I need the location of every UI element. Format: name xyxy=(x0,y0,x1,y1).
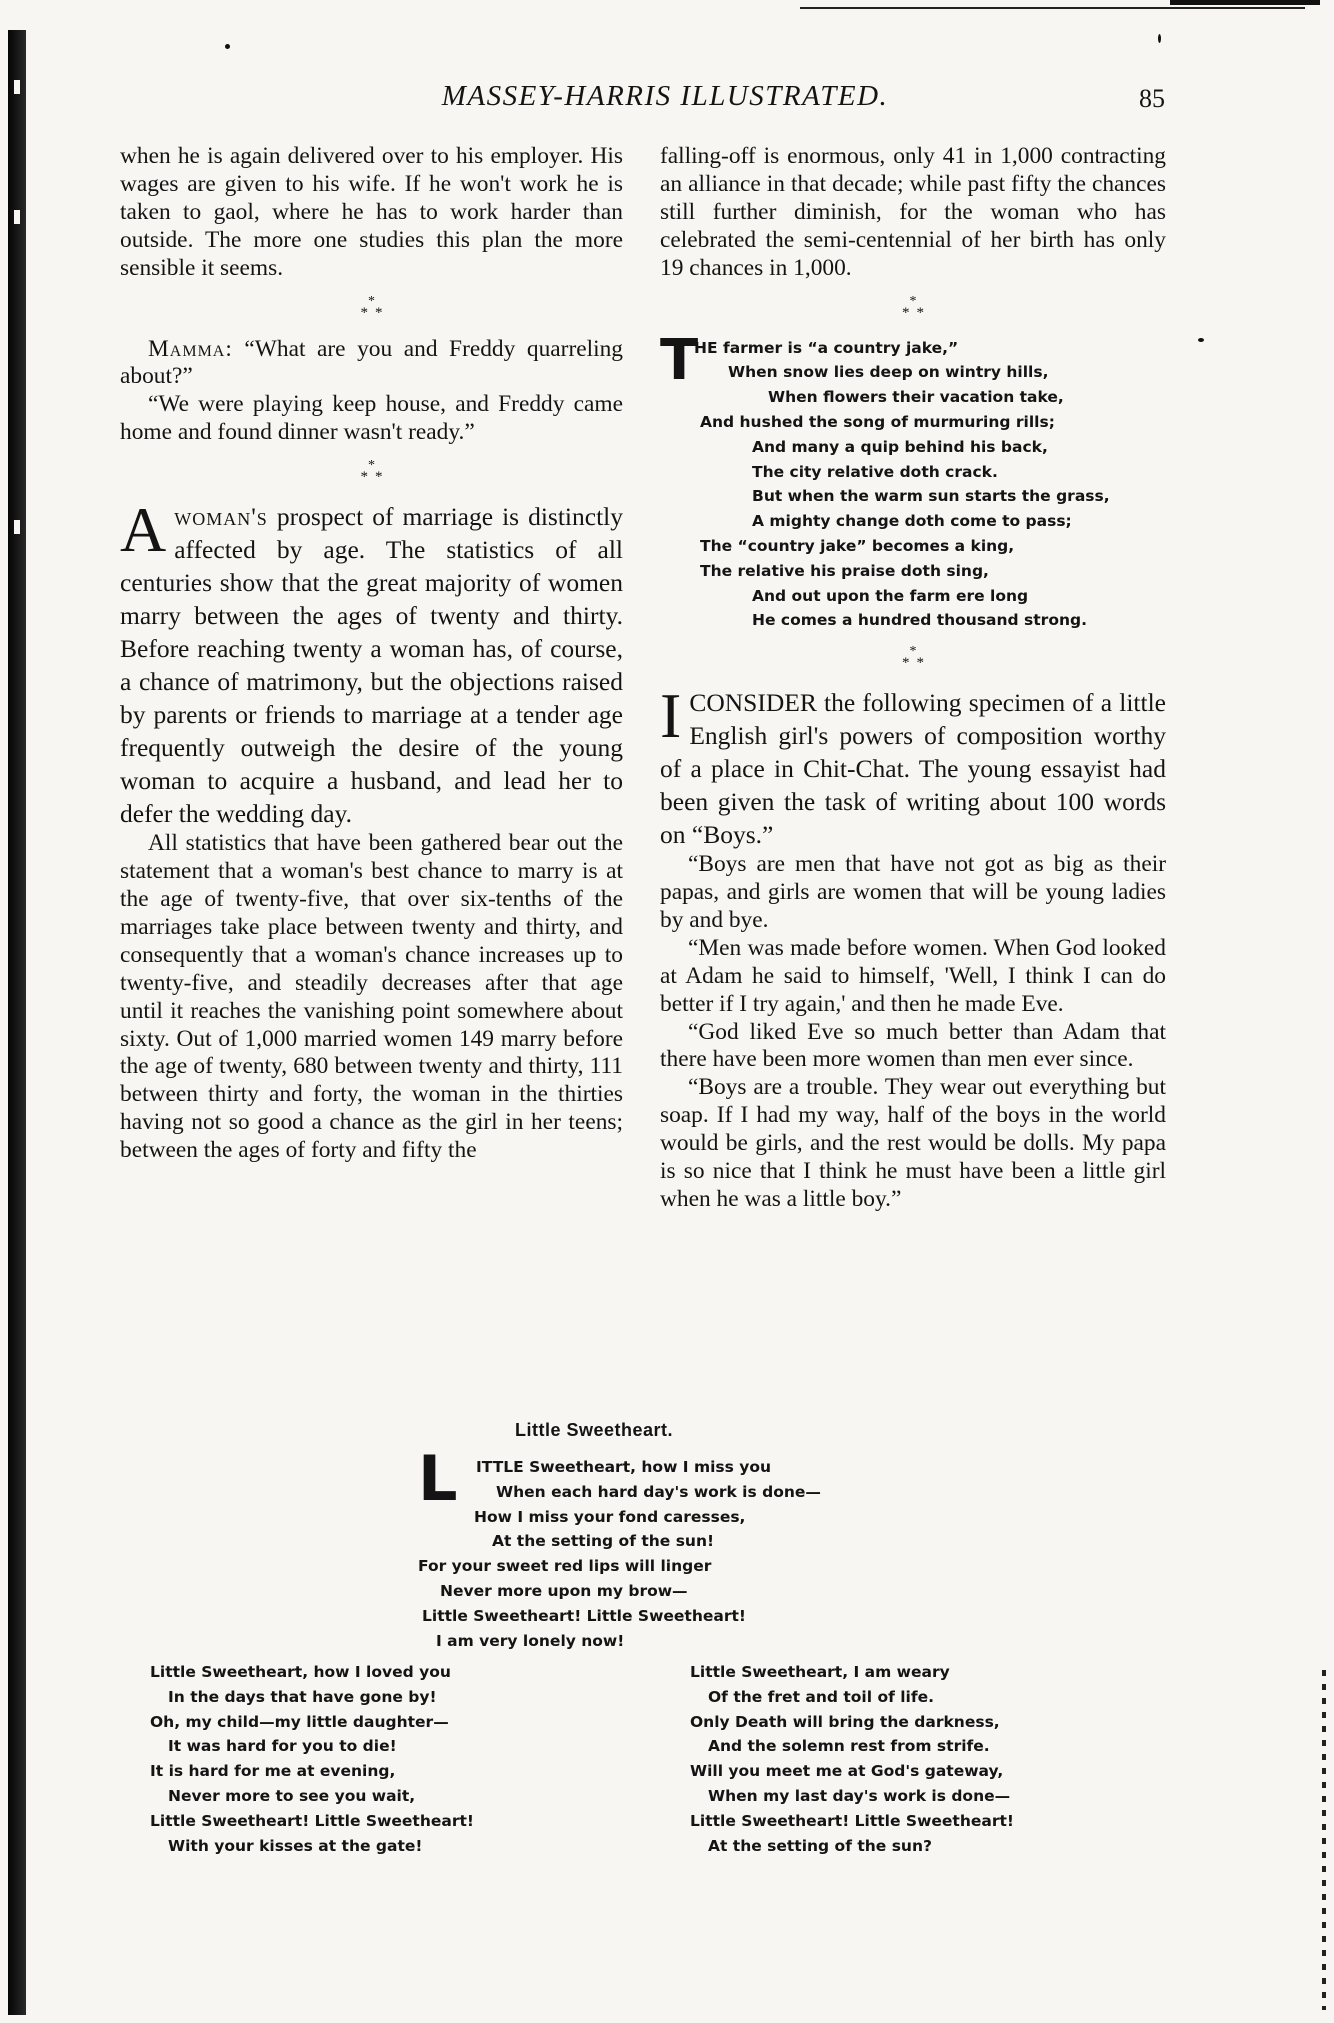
poem-title: Little Sweetheart. xyxy=(515,1420,674,1440)
poem-line: When my last day's work is done— xyxy=(708,1786,1011,1805)
poem-line: How I miss your fond caresses, xyxy=(474,1507,746,1526)
page-header xyxy=(385,80,1185,120)
poem-line: At the setting of the sun! xyxy=(492,1532,715,1551)
marriage-paragraph xyxy=(120,494,623,830)
page-edge-dashes xyxy=(1322,1670,1326,2010)
poem-line: Oh, my child—my little daughter— xyxy=(150,1712,449,1731)
poem-line: In the days that have gone by! xyxy=(168,1687,437,1706)
ink-speck xyxy=(1158,34,1161,43)
essay-intro-paragraph xyxy=(660,680,1166,851)
drop-cap: I xyxy=(660,680,682,752)
binding-spine xyxy=(8,30,26,2015)
poem-line: It is hard for me at evening, xyxy=(150,1762,396,1781)
poem-line: Will you meet me at God's gateway, xyxy=(690,1762,1004,1781)
drop-cap: T xyxy=(660,327,699,393)
farmer-poem xyxy=(660,327,1166,634)
ink-speck xyxy=(225,44,230,49)
poem-line: And out upon the farm ere long xyxy=(752,586,1029,605)
smallcaps-lead: woman's xyxy=(174,502,268,532)
top-rule xyxy=(800,7,1305,9)
essay-intro xyxy=(660,680,1166,851)
marriage-article xyxy=(120,494,623,830)
section-separator: *** xyxy=(360,458,383,486)
poem-line: And many a quip behind his back, xyxy=(752,437,1048,456)
essay-paragraph: “Boys are a trouble. They wear out everything but soap. If I had my way, half of the boys in the world would be girls, and the rest would be dolls. My papa is so nice that I think he must have been a little girl when he was a little boy.” xyxy=(660,1074,1166,1212)
poem-line: For your sweet red lips will linger xyxy=(418,1557,712,1576)
spine-notch xyxy=(14,210,20,224)
marriage-statistics: All statistics that have been gathered bear out the statement that a woman's best chance to marry is at the age of twenty-five, that over six-tenths of the marriages take place between twenty and thirty, and consequently that a woman's chance increases up to twenty-five, and steadily decreases after that age until it reaches the vanishing point somewhere about sixty. Out of 1,000 married women 149 marry before the age of twenty, 680 between twenty and thirty, 111 between thirty and forty, the woman in the thirties having not so good a chance as the girl in her teens; between the ages of forty and fifty the xyxy=(120,830,623,1164)
poem-line: But when the warm sun starts the grass, xyxy=(752,487,1110,506)
paragraph-continuation: when he is again delivered over to his employer. His wages are given to his wife. If he won't work he is taken to gaol, where he has to work harder than outside. The more one studies this plan the more sensible it seems. xyxy=(120,143,623,281)
top-rule-thick xyxy=(1170,0,1320,5)
speaker-label: Mamma: xyxy=(148,335,233,362)
smallcaps-lead: CONSIDER xyxy=(689,688,817,718)
spine-notch xyxy=(14,80,20,94)
poem-line: HE farmer is “a country jake,” xyxy=(694,338,959,357)
poem-line: The “country jake” becomes a king, xyxy=(700,536,1015,555)
poem-line: Little Sweetheart! Little Sweetheart! xyxy=(422,1606,746,1625)
marriage-text: prospect of marriage is distinctly affected by age. The statistics of all centuries show that the great majority of women marry between the ages of twenty and thirty. Before reaching twenty a woman has, of course, a chance of matrimony, but the objections raised by parents or friends to marriage at a tender age frequently outweigh the desire of the young woman to acquire a husband, and lead her to defer the wedding day. xyxy=(120,502,623,829)
sweetheart-stanza-right xyxy=(690,1660,1110,1858)
poem-line: He comes a hundred thousand strong. xyxy=(752,611,1087,630)
poem-line: A mighty change doth come to pass; xyxy=(752,512,1072,531)
marriage-continuation: falling-off is enormous, only 41 in 1,000 contracting an alliance in that decade; while past fifty the chances still further diminish, for the woman who has celebrated the semi-centennial of her birth has only 19 chances in 1,000. xyxy=(660,143,1166,281)
poem-line: With your kisses at the gate! xyxy=(168,1836,423,1855)
left-column xyxy=(120,143,623,1165)
drop-cap: A xyxy=(120,494,167,566)
mamma-dialogue xyxy=(120,336,623,392)
poem-line: Only Death will bring the darkness, xyxy=(690,1712,1000,1731)
poem-line: And hushed the song of murmuring rills; xyxy=(700,412,1055,431)
right-column xyxy=(660,143,1166,1214)
section-separator: *** xyxy=(902,644,924,672)
ink-speck xyxy=(1198,338,1204,342)
poem-line: Little Sweetheart! Little Sweetheart! xyxy=(690,1811,1014,1830)
poem-line: ITTLE Sweetheart, how I miss you xyxy=(476,1458,772,1476)
section-separator: *** xyxy=(902,293,924,321)
poem-line: The relative his praise doth sing, xyxy=(700,561,989,580)
poem-line: Little Sweetheart, I am weary xyxy=(690,1663,950,1681)
poem-line: Of the fret and toil of life. xyxy=(708,1687,934,1706)
drop-cap: L xyxy=(418,1442,458,1515)
poem-line: Never more to see you wait, xyxy=(168,1786,416,1805)
poem-line: At the setting of the sun? xyxy=(708,1836,932,1855)
poem-line: I am very lonely now! xyxy=(436,1631,625,1650)
essay-paragraph: “God liked Eve so much better than Adam that there have been more women than men ever since. xyxy=(660,1018,1166,1073)
essay-paragraph: “Boys are men that have not got as big as their papas, and girls are women that will be young ladies by and bye. xyxy=(660,851,1166,933)
mamma-question: “What are you and Freddy quarreling about?” xyxy=(120,335,623,390)
poem-line: Little Sweetheart, how I loved you xyxy=(150,1663,451,1681)
spine-notch xyxy=(14,520,20,534)
poem-line: Little Sweetheart! Little Sweetheart! xyxy=(150,1811,474,1830)
sweetheart-opening-stanza xyxy=(418,1442,938,1653)
sweetheart-stanza-left xyxy=(150,1660,570,1858)
poem-line: The city relative doth crack. xyxy=(752,462,998,481)
section-separator: *** xyxy=(360,293,383,321)
poem-line: Never more upon my brow— xyxy=(440,1581,688,1600)
freddy-reply: “We were playing keep house, and Freddy came home and found dinner wasn't ready.” xyxy=(120,391,623,446)
poem-line: When flowers their vacation take, xyxy=(768,388,1064,407)
poem-line: And the solemn rest from strife. xyxy=(708,1737,990,1756)
poem-line: When each hard day's work is done— xyxy=(496,1482,821,1501)
page-number: 85 xyxy=(1139,84,1165,113)
poem-line: It was hard for you to die! xyxy=(168,1737,397,1756)
essay-paragraph: “Men was made before women. When God looked at Adam he said to himself, 'Well, I think I can do better if I try again,' and then he made Eve. xyxy=(660,934,1166,1017)
poem-line: When snow lies deep on wintry hills, xyxy=(728,363,1049,382)
running-title: MASSEY-HARRIS ILLUSTRATED. xyxy=(441,80,889,112)
essay-intro-text: the following specimen of a little English girl's powers of composition worthy of a place in Chit-Chat. The young essayist had been given the task of writing about 100 words on “Boys.” xyxy=(660,688,1166,850)
